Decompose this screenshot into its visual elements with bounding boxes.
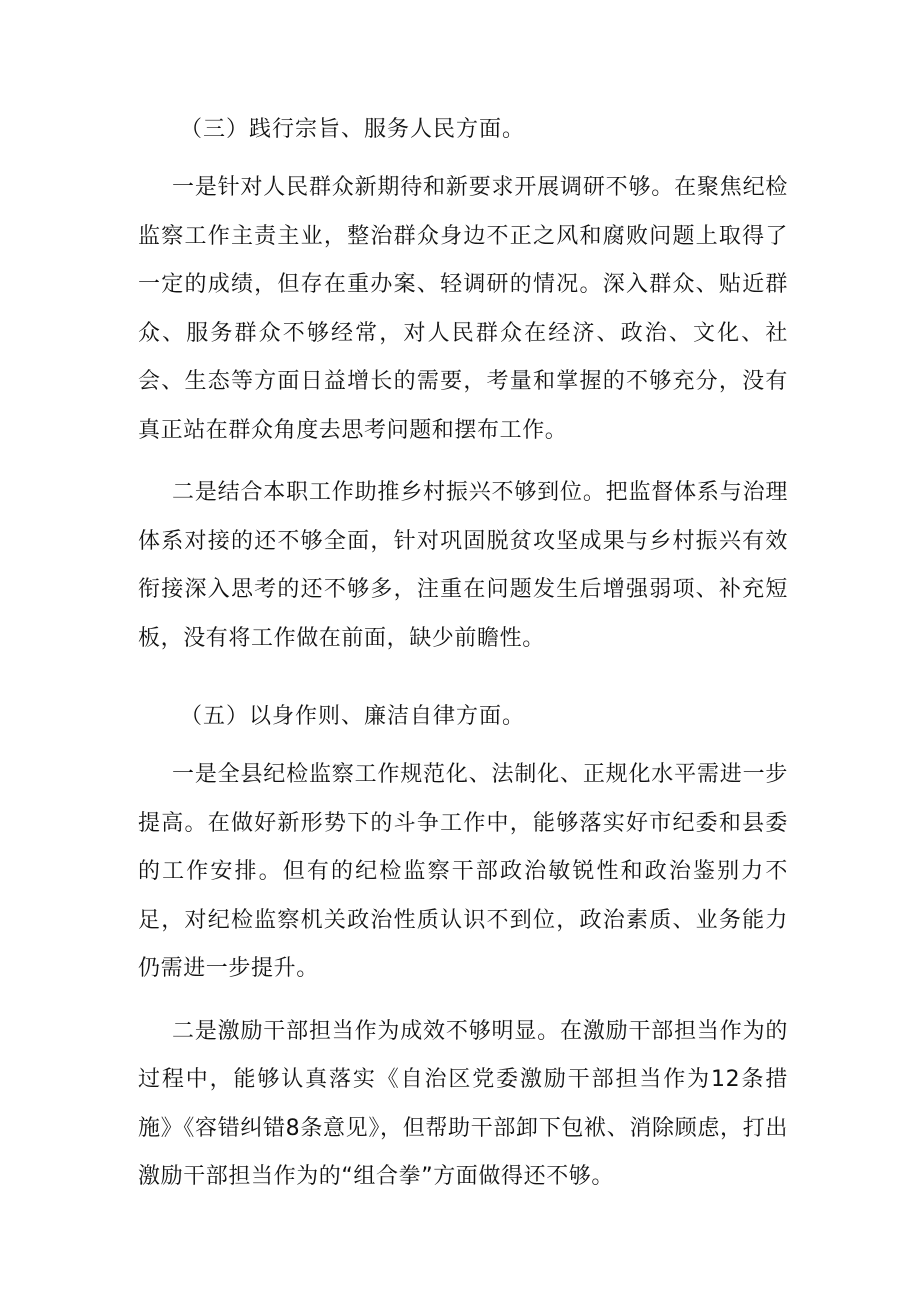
section-gap	[138, 677, 788, 695]
section-heading: （三）践行宗旨、服务人民方面。	[180, 117, 526, 142]
paragraph: 一是全县纪检监察工作规范化、法制化、正规化水平需进一步提高。在做好新形势下的斗争工作中，能够落实好市纪委和县委的工作安排。但有的纪检监察干部政治敏锐性和政治鉴别力不足，对纪检监察机关政治性质认识不到位，政治素质、业务能力仍需进一步提升。	[138, 762, 788, 981]
paragraph: 一是针对人民群众新期待和新要求开展调研不够。在聚焦纪检监察工作主责主业，整治群众身边不正之风和腐败问题上取得了一定的成绩，但存在重办案、轻调研的情况。深入群众、贴近群众、服务群众不够经常，对人民群众在经济、政治、文化、社会、生态等方面日益增长的需要，考量和掌握的不够充分，没有真正站在群众角度去思考问题和摆布工作。	[138, 175, 788, 443]
section-integrity	[138, 695, 788, 1202]
section-heading: （五）以身作则、廉洁自律方面。	[180, 704, 526, 729]
section-service-people	[138, 108, 788, 663]
paragraph: 二是激励干部担当作为成效不够明显。在激励干部担当作为的过程中，能够认真落实《自治区党委激励干部担当作为12条措施》《容错纠错8条意见》，但帮助干部卸下包袱、消除顾虑，打出激励干部担当作为的“组合拳”方面做得还不够。	[138, 1018, 788, 1189]
document-body	[138, 108, 788, 1216]
paragraph: 二是结合本职工作助推乡村振兴不够到位。把监督体系与治理体系对接的还不够全面，针对巩固脱贫攻坚成果与乡村振兴有效衔接深入思考的还不够多，注重在问题发生后增强弱项、补充短板，没有将工作做在前面，缺少前瞻性。	[138, 480, 788, 651]
